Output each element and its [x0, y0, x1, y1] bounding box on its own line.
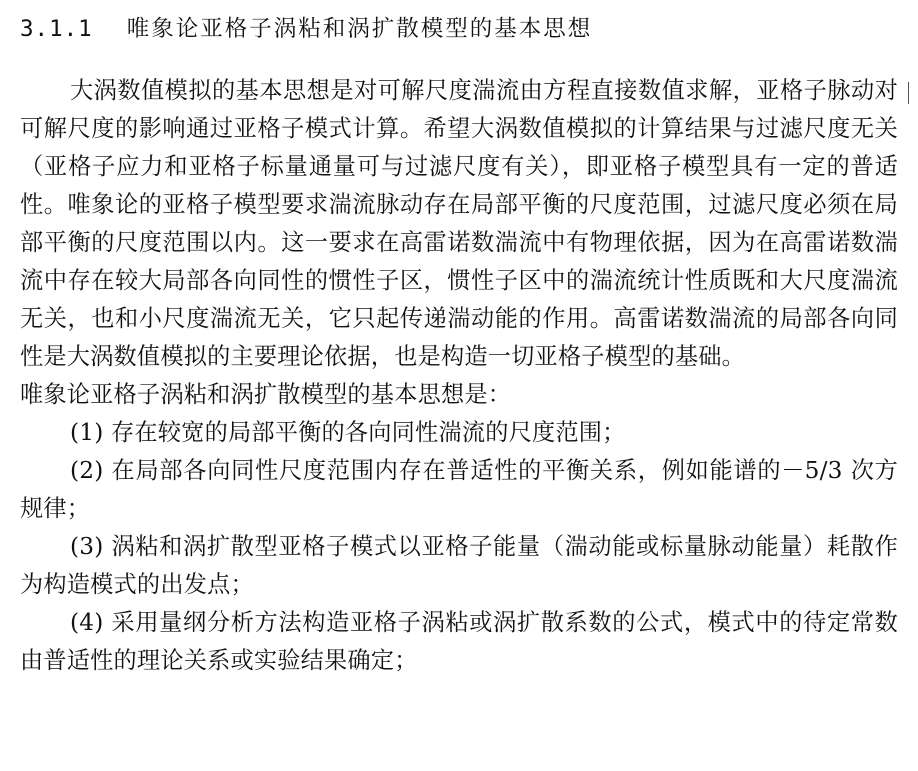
lead-sentence: 唯象论亚格子涡粘和涡扩散模型的基本思想是：	[20, 381, 512, 408]
section-heading	[20, 12, 592, 46]
list-item-1: (1) 存在较宽的局部平衡的各向同性湍流的尺度范围；	[70, 419, 626, 446]
main-paragraph: 大涡数值模拟的基本思想是对可解尺度湍流由方程直接数值求解，亚格子脉动对可解尺度的影响通过亚格子模式计算。希望大涡数值模拟的计算结果与过滤尺度无关（亚格子应力和亚格子标量通量可与过滤尺度有关），即亚格子模型具有一定的普适性。唯象论的亚格子模型要求湍流脉动存在局部平衡的尺度范围，过滤尺度必须在局部平衡的尺度范围以内。这一要求在高雷诺数湍流中有物理依据，因为在高雷诺数湍流中存在较大局部各向同性的惯性子区，惯性子区中的湍流统计性质既和大尺度湍流无关，也和小尺度湍流无关，它只起传递湍动能的作用。高雷诺数湍流的局部各向同性是大涡数值模拟的主要理论依据，也是构造一切亚格子模型的基础。	[20, 77, 898, 370]
page-edge-mark	[908, 82, 909, 104]
body-text	[20, 72, 898, 680]
section-title: 唯象论亚格子涡粘和涡扩散模型的基本思想	[126, 16, 593, 42]
list-item-3: (3) 涡粘和涡扩散型亚格子模式以亚格子能量（湍动能或标量脉动能量）耗散作为构造模式的出发点；	[20, 533, 898, 598]
section-number: 3.1.1	[20, 16, 93, 42]
list-item-4: (4) 采用量纲分析方法构造亚格子涡粘或涡扩散系数的公式，模式中的待定常数由普适性的理论关系或实验结果确定；	[20, 609, 898, 674]
list-item-2: (2) 在局部各向同性尺度范围内存在普适性的平衡关系，例如能谱的－5/3 次方规律；	[20, 457, 898, 522]
